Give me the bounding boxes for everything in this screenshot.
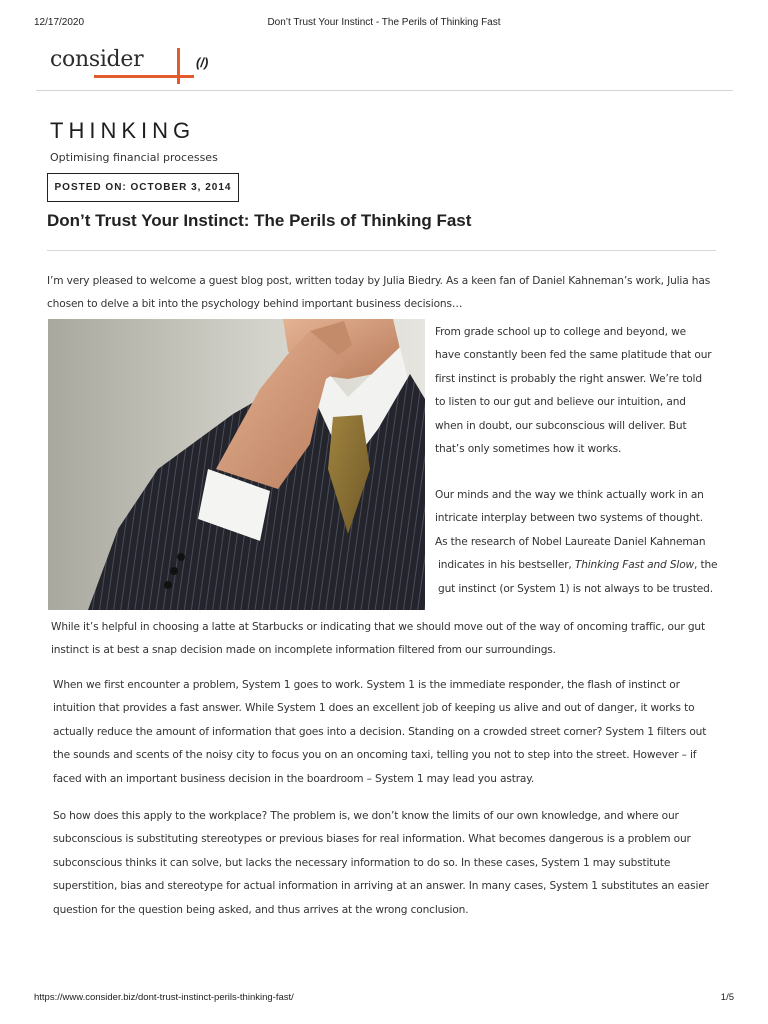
businessman-thinking-photo bbox=[48, 319, 425, 610]
intro-paragraph bbox=[47, 270, 710, 317]
site-title: THINKING bbox=[50, 118, 196, 143]
text-line bbox=[435, 554, 717, 577]
text-line: So how does this apply to the workplace? The problem is, we don’t know the limits of our own knowledge, and where our bbox=[53, 810, 679, 822]
text-line: gut instinct (or System 1) is not always to be trusted. bbox=[438, 582, 713, 595]
side-paragraph-2 bbox=[435, 484, 717, 601]
paragraph-5 bbox=[53, 805, 709, 922]
text-line: faced with an important business decision in the boardroom – System 1 may lead you astray. bbox=[53, 772, 535, 785]
text-line: Our minds and the way we think actually work in an bbox=[435, 489, 704, 501]
page-url-link[interactable]: https://www.consider.biz/dont-trust-instinct-perils-thinking-fast/ bbox=[34, 992, 294, 1003]
header-divider bbox=[36, 90, 733, 91]
text-line: actually reduce the amount of information that goes into a decision. Standing on a crowded street corner? System 1 filters out bbox=[53, 725, 707, 738]
text-segment: indicates in his bestseller, bbox=[438, 559, 575, 572]
text-line: instinct is at best a snap decision made on incomplete information filtered from our surroundings. bbox=[51, 644, 556, 657]
print-footer bbox=[34, 992, 734, 1006]
intro-line: chosen to delve a bit into the psychology behind important business decisions… bbox=[47, 298, 463, 311]
text-line: when in doubt, our subconscious will deliver. But bbox=[435, 419, 687, 432]
post-title: Don’t Trust Your Instinct: The Perils of Thinking Fast bbox=[47, 211, 472, 230]
page-number: 1/5 bbox=[720, 992, 734, 1003]
paragraph-4 bbox=[53, 674, 706, 791]
text-line: subconscious thinks it can solve, but lacks the necessary information to do so. In these cases, System 1 may substitute bbox=[53, 856, 671, 869]
text-line: question for the question being asked, and thus arrives at the wrong conclusion. bbox=[53, 903, 469, 916]
print-header bbox=[34, 17, 734, 31]
text-line: have constantly been fed the same platitude that our bbox=[435, 349, 712, 362]
text-line: When we first encounter a problem, System 1 goes to work. System 1 is the immediate responder, the flash of instinct or bbox=[53, 679, 680, 691]
text-line: first instinct is probably the right answer. We’re told bbox=[435, 372, 702, 385]
paragraph-3 bbox=[51, 616, 705, 663]
text-line: the sounds and scents of the noisy city to focus you on an oncoming taxi, telling you not to step into the street. However – if bbox=[53, 749, 697, 762]
site-logo-link[interactable] bbox=[50, 44, 209, 84]
text-line: As the research of Nobel Laureate Daniel Kahneman bbox=[435, 535, 706, 548]
side-paragraph-1 bbox=[435, 321, 712, 461]
text-line: superstition, bias and stereotype for actual information in arriving at an answer. In many cases, System 1 substitutes an easier bbox=[53, 880, 709, 893]
print-date: 12/17/2020 bbox=[34, 17, 85, 28]
posted-on-badge: POSTED ON: OCTOBER 3, 2014 bbox=[47, 173, 239, 202]
title-divider bbox=[47, 250, 716, 251]
logo-accent-bar-vertical bbox=[177, 48, 180, 84]
text-line: From grade school up to college and beyond, we bbox=[435, 326, 687, 338]
text-line: intricate interplay between two systems of thought. bbox=[435, 512, 703, 525]
site-tagline: Optimising financial processes bbox=[50, 151, 218, 164]
print-doc-title: Don’t Trust Your Instinct - The Perils of Thinking Fast bbox=[267, 17, 501, 28]
text-line: that’s only sometimes how it works. bbox=[435, 443, 622, 456]
text-line: intuition that provides a fast answer. While System 1 does an excellent job of keeping us alive and out of danger, it works to bbox=[53, 702, 695, 715]
logo-home-link-text: (/) bbox=[196, 55, 209, 70]
text-line: to listen to our gut and believe our intuition, and bbox=[435, 396, 686, 409]
text-line: While it’s helpful in choosing a latte at Starbucks or indicating that we should move out of the way of oncoming traffic, our gut bbox=[51, 621, 705, 633]
intro-line: I’m very pleased to welcome a guest blog post, written today by Julia Biedry. As a keen fan of Daniel Kahneman’s work, Julia has bbox=[47, 275, 711, 287]
text-segment: , the bbox=[694, 559, 718, 572]
book-title: Thinking Fast and Slow bbox=[574, 559, 695, 572]
text-line: subconscious is substituting stereotypes or previous biases for real information. What becomes dangerous is a problem our bbox=[53, 833, 691, 846]
logo-wordmark: consider bbox=[50, 47, 144, 72]
